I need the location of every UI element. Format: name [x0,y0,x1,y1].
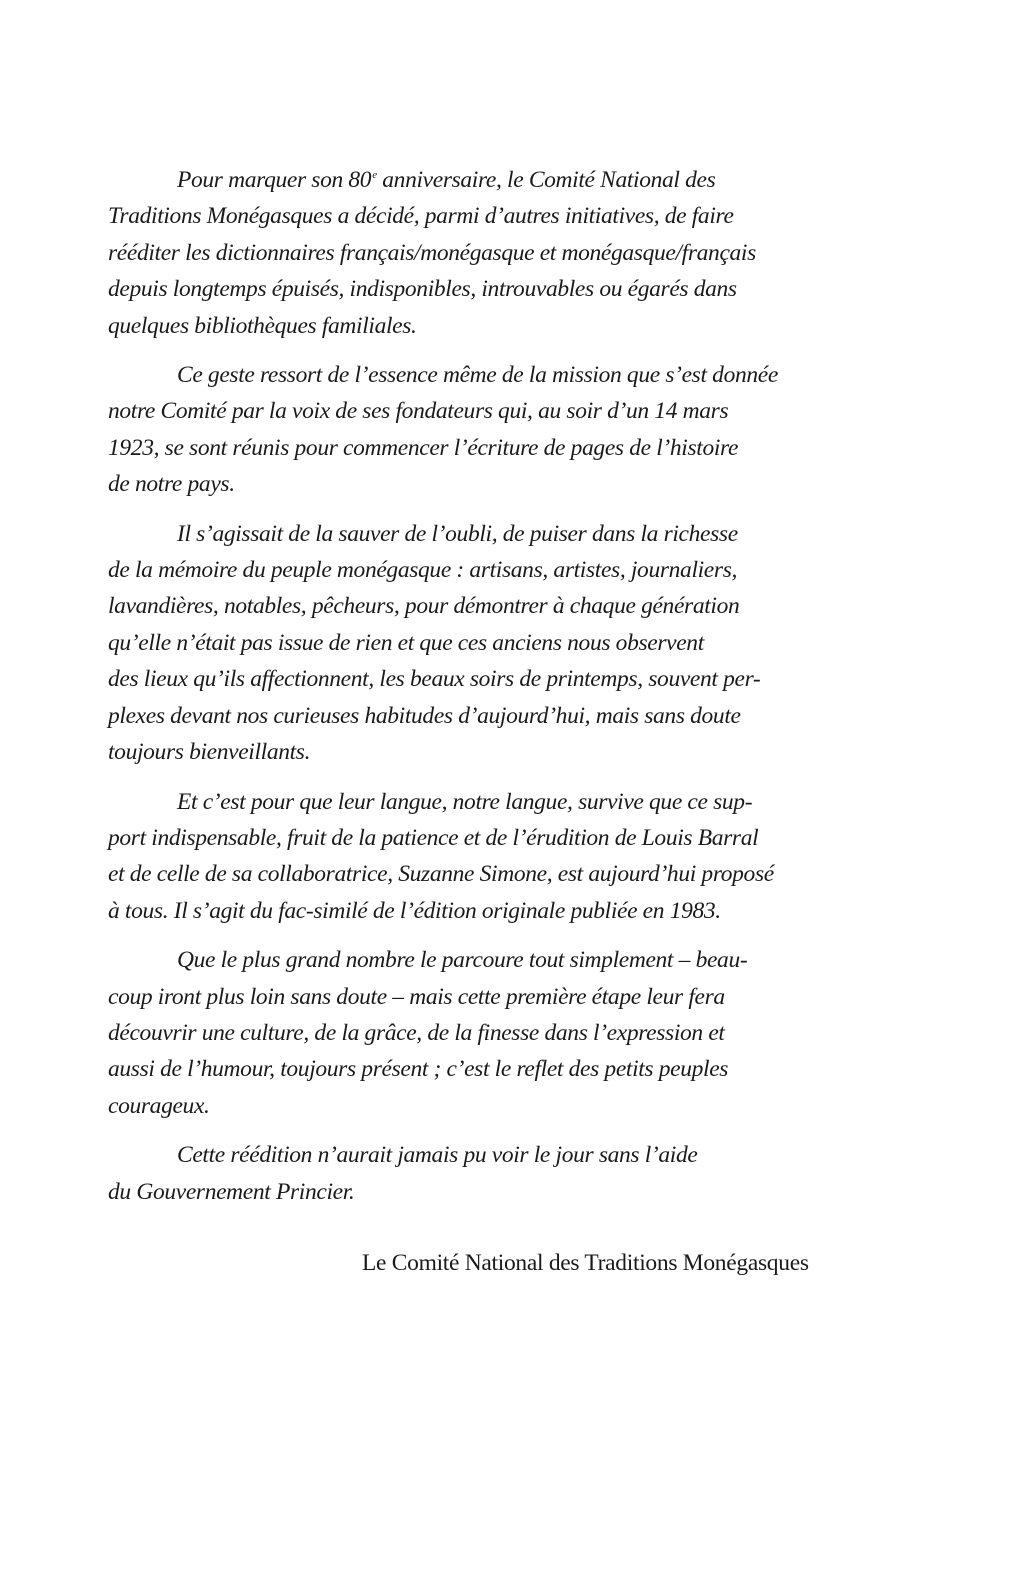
preface-body [108,162,868,1223]
text-line: découvrir une culture, de la grâce, de la finesse dans l’expression et [108,1019,725,1046]
ordinal-suffix: e [372,169,377,181]
paragraph-acknowledgement [108,1137,868,1210]
text-line: 1923, se sont réunis pour commencer l’écriture de pages de l’histoire [108,434,739,461]
text-line: quelques bibliothèques familiales. [108,312,417,339]
text-line: lavandières, notables, pêcheurs, pour démontrer à chaque génération [108,593,740,620]
text-line: coup iront plus loin sans doute – mais cette première étape leur fera [108,983,725,1010]
signature: Le Comité National des Traditions Monégasques [362,1250,809,1276]
text-line: rééditer les dictionnaires français/monégasque et monégasque/français [108,239,756,266]
text-line: qu’elle n’était pas issue de rien et que ces anciens nous observent [108,629,704,656]
text-line: toujours bienveillants. [108,739,311,766]
text-line: du Gouvernement Princier. [108,1178,355,1205]
text-line: depuis longtemps épuisés, indisponibles, introuvables ou égarés dans [108,276,737,303]
paragraph-language [108,784,868,930]
text-line: à tous. Il s’agit du fac-similé de l’édition originale publiée en 1983. [108,897,721,924]
text-line: notre Comité par la voix de ses fondateurs qui, au soir d’un 14 mars [108,398,729,425]
text-line: Cette réédition n’aurait jamais pu voir le jour sans l’aide [177,1142,698,1169]
paragraph-memory [108,516,868,771]
text-line: aussi de l’humour, toujours présent ; c’est le reflet des petits peuples [108,1056,729,1083]
paragraph-anniversary [108,162,868,344]
text-line: et de celle de sa collaboratrice, Suzanne Simone, est aujourd’hui proposé [108,861,774,888]
paragraph-readers [108,942,868,1124]
text-line: Traditions Monégasques a décidé, parmi d’autres initiatives, de faire [108,203,734,230]
text-line: courageux. [108,1092,210,1119]
text-line: plexes devant nos curieuses habitudes d’aujourd’hui, mais sans doute [108,702,741,729]
text-line: port indispensable, fruit de la patience et de l’érudition de Louis Barral [108,824,759,851]
text-line: Que le plus grand nombre le parcoure tout simplement – beau- [177,947,748,974]
paragraph-mission [108,357,868,503]
text-line: Il s’agissait de la sauver de l’oubli, de puiser dans la richesse [177,520,738,547]
text-line: de notre pays. [108,471,235,498]
text-line: Et c’est pour que leur langue, notre langue, survive que ce sup- [177,788,753,815]
text-line: des lieux qu’ils affectionnent, les beaux soirs de printemps, souvent per- [108,666,761,693]
text-line: Ce geste ressort de l’essence même de la mission que s’est donnée [177,362,778,389]
text-line: anniversaire, le Comité National des [382,167,716,193]
text-line: de la mémoire du peuple monégasque : artisans, artistes, journaliers, [108,557,738,584]
text-line: Pour marquer son 80 [177,167,372,193]
